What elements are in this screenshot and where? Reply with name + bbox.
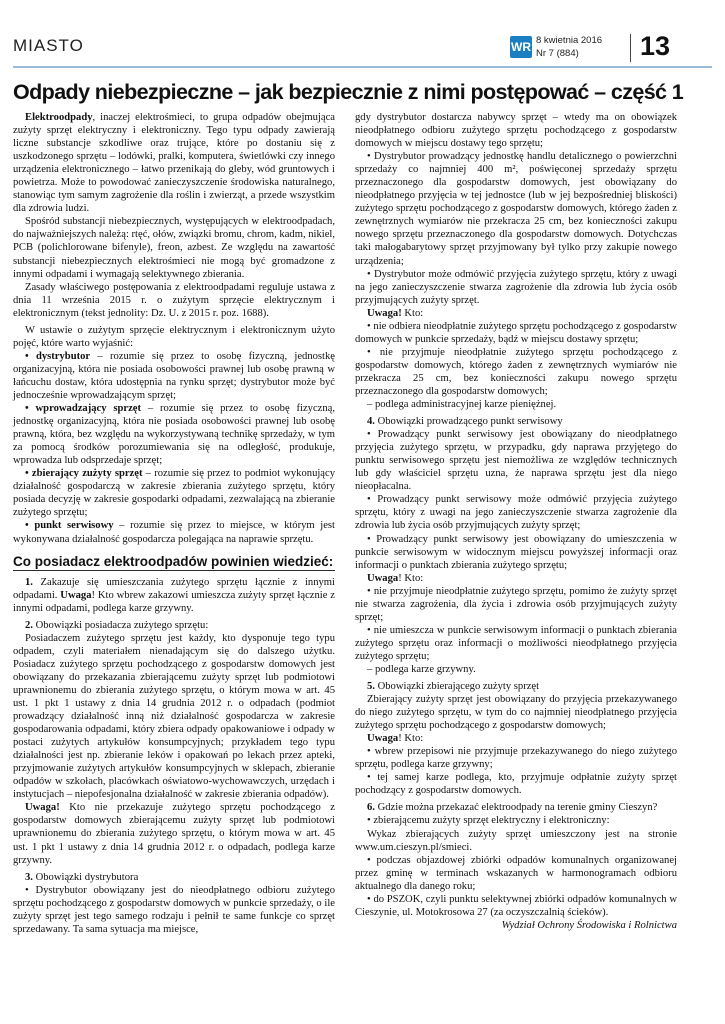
bullet: • tej samej karze podlega, kto, przyjmuje odpłatnie zużyty sprzęt pochodzący z gospodarstw domowych.	[355, 772, 677, 797]
warning-label: Uwaga!	[25, 802, 60, 814]
paragraph	[13, 801, 335, 866]
bullet: • nie umieszcza w punkcie serwisowym informacji o punktach zbierania zużytego sprzętu oraz informacji o możliwości nieodpłatnego przyjęcia zużytego sprzętu;	[355, 624, 677, 662]
text: ! Kto:	[398, 572, 424, 584]
paragraph: gdy dystrybutor dostarcza nabywcy sprzęt – wtedy ma on obowiązek nieodpłatnego odbioru zużytego sprzętu pochodzącego z gospodarstw domowych w miejscu dostawy tego sprzętu;	[355, 112, 677, 150]
article-title: Odpady niebezpieczne – jak bezpiecznie z nimi postępować – część 1	[13, 80, 684, 104]
bullet: • nie przyjmuje nieodpłatnie zużytego sprzętu pochodzącego z gospodarstw domowych, którego żaden z zewnętrznych wymiarów nie przekracza 25 cm, bez konieczności zakupu nowego sprzętu przeznaczonego dla gospodarstw domowych;	[355, 346, 677, 397]
lead-term: Elektroodpady	[25, 112, 93, 123]
text: – rozumie się przez to miejsce, w którym jest wykonywana działalność gospodarcza polegająca na naprawie sprzętu.	[13, 520, 335, 545]
item-number: 5.	[367, 681, 375, 693]
warning	[355, 307, 677, 320]
warning-label: Uwaga	[367, 572, 399, 584]
text: Zakazuje się umieszczania zużytego sprzętu łącznie z innymi odpadami.	[13, 576, 335, 601]
page-number: 13	[640, 31, 671, 61]
item-number: 2.	[25, 619, 33, 631]
bullet: • Dystrybutor może odmówić przyjęcia zużytego sprzętu, który z uwagi na jego zanieczyszczenie stwarza zagrożenie dla zdrowia lub życia osób przyjmujących zużyty sprzęt.	[355, 268, 677, 306]
paragraph: Wykaz zbierających zużyty sprzęt umieszczony jest na stronie www.um.cieszyn.pl/smieci.	[355, 828, 677, 853]
warning	[355, 572, 677, 585]
bullet: • do PSZOK, czyli punktu selektywnej zbiórki odpadów komunalnych w Cieszynie, ul. Motokrosowa 27 (za oczyszczalnią ścieków).	[355, 893, 677, 918]
section-heading: Co posiadacz elektroodpadów powinien wiedzieć:	[13, 555, 335, 571]
header-rule	[13, 66, 712, 68]
definition	[13, 350, 335, 402]
item-number: 3.	[25, 871, 33, 883]
issue-date: 8 kwietnia 2016	[536, 35, 603, 46]
bullet: – podlega karze grzywny.	[367, 663, 476, 675]
header-divider	[630, 34, 631, 62]
definition	[13, 467, 335, 519]
numbered-item	[13, 871, 335, 884]
bullet: • Prowadzący punkt serwisowy może odmówić przyjęcia zużytego sprzętu, który z uwagi na jego zanieczyszczenie stwarza zagrożenie dla zdrowia lub życia osób przyjmujących zużyty sprzęt;	[355, 494, 677, 532]
numbered-item	[355, 680, 677, 693]
paragraph: Zasady właściwego postępowania z elektroodpadami reguluje ustawa z dnia 11 września 2015 r. o zużytym sprzęcie elektrycznym i elektronicznym (tekst jednolity: Dz. U. z 2015 r. poz. 1688).	[13, 281, 335, 319]
term: • dystrybutor	[25, 350, 91, 362]
bullet: • Prowadzący punkt serwisowy jest obowiązany do umieszczenia w punkcie serwisowym w widocznym miejscu powyższej informacji oraz informacji o punktach zbierania zużytego sprzętu;	[355, 533, 677, 571]
warning	[355, 732, 677, 745]
definition	[13, 519, 335, 545]
paragraph	[13, 111, 335, 215]
paragraph: Posiadaczem zużytego sprzętu jest każdy, kto dysponuje tego typu odpadem, czyli materiałem nienadającym się do dalszego użytku. Posiadacz zużytego sprzętu pochodzącego z gospodarstw domowych jest obowiązany do przekazania zbierającemu zużyty sprzęt lub podmiotowi uprawnionemu do zbierania zużytego sprzętu, o którym mowa w art. 45 ust. 1 pkt 1 ustawy z dnia 14 grudnia 2012 r. o odpadach (podmiot prowadzący działalność inną niż działalność gospodarcza w zakresie gospodarowania odpadami, który zbiera odpady opakowaniowe i odpady w postaci zużytych artykułów konsumpcyjnych; przykładem tego typu działalności jest np. zbieranie leków i opakowań po lekach przez apteki, przyjmowanie zużytych artykułów konsumpcyjnych w sklepach, zbieranie odpadów w szkołach, placówkach oświatowo-wychowawczych, urzędach i instytucjach – niepofesjonalna działalność w zakresie zbierania odpadów).	[13, 632, 335, 801]
item-number: 4.	[367, 416, 375, 428]
text: Obowiązki posiadacza zużytego sprzętu:	[32, 619, 209, 631]
bullet: • Prowadzący punkt serwisowy jest obowiązany do nieodpłatnego przyjęcia zużytego sprzętu, w przypadku, gdy naprawa przyjętego do punktu serwisowego sprzętu jest niemożliwa ze względów technicznych lub gdy właściciel sprzętu uzna, że naprawa sprzętu jest dla niego nieopłacalna.	[355, 429, 677, 493]
wr-logo: WR	[510, 36, 532, 58]
text: Obowiązki prowadzącego punkt serwisowy	[374, 416, 563, 428]
paragraph: Spośród substancji niebezpiecznych, występujących w elektroodpadach, do najważniejszych należą: rtęć, ołów, związki bromu, chrom, kadm, nikiel, PCB (polichlorowane bifenyle), freon, azbest. Ze względu na zawartość substancji niebezpiecznych elektrośmieci nie mogą być gromadzone z innymi odpadami i wymagają selektywnego zbierania.	[13, 216, 336, 280]
bullet: • Dystrybutor prowadzący jednostkę handlu detalicznego o powierzchni sprzedaży co najmniej 400 m², poświęconej sprzedaży sprzętu przeznaczonego dla gospodarstw domowych, jest obowiązany do nieodpłatnego przyjęcia w tej jednostce (lub w jej bezpośredniej bliskości) zużytego sprzętu pochodzącego z gospodarstw domowych, którego żaden z zewnętrznych wymiarów nie przekracza 25 cm, bez konieczności zakupu nowego sprzętu przeznaczonego dla gospodarstw domowych. Dotychczas taki małogabarytowy sprzęt przyjmowany był tylko przy zakupie nowego urządzenia;	[355, 151, 677, 267]
numbered-item	[355, 415, 677, 428]
text: , inaczej elektrośmieci, to grupa odpadów obejmująca zużyty sprzęt elektryczny i elektroniczny. Tego typu odpady zawierają liczne substancje szkodliwe oraz trujące, które po dostaniu się z uszkodzonego sprzętu – lodówki, pralki, komputera, świetlówki czy innego urządzenia elektronicznego – łatwo przenikają do gleby, wód gruntowych i powietrza. Może to powodować zanieczyszczenie środowiska naturalnego, stanowiąc tym samym zagrożenie dla roślin i zwierząt, a przede wszystkim dla zdrowia ludzi.	[13, 112, 335, 215]
paragraph: W ustawie o zużytym sprzęcie elektrycznym i elektronicznym użyto pojęć, które warto wyjaśnić:	[13, 324, 335, 349]
text: Kto nie przekazuje zużytego sprzętu pochodzącego z gospodarstw domowych zbierającemu zużyty sprzęt lub podmiotowi uprawnionemu do zbierania zużytego sprzętu, o którym mowa w art. 45 ust. 1 pkt 1 ustawy z dnia 14 grudnia 2012 r. o odpadach, podlega karze grzywny.	[13, 802, 335, 866]
paragraph: • Dystrybutor obowiązany jest do nieodpłatnego odbioru zużytego sprzętu pochodzącego z gospodarstw domowych w punkcie sprzedaży, o ile zużyty sprzęt jest tego samego rodzaju i pełnił te same funkcje co sprzęt sprzedawany. Ta sama sytuacja ma miejsce,	[13, 884, 335, 935]
text: Obowiązki dystrybutora	[32, 871, 139, 883]
bullet: • zbierającemu zużyty sprzęt elektryczny i elektroniczny:	[367, 815, 610, 827]
text: Obowiązki zbierającego zużyty sprzęt	[374, 681, 540, 693]
term: • punkt serwisowy	[25, 520, 114, 532]
article-column-left	[13, 111, 335, 936]
text: Kto:	[401, 307, 424, 319]
text: – rozumie się przez to osobę fizyczną, jednostkę organizacyjną, która nie posiada osobowości prawnej lub osobę prawną w łańcuchu dostaw, która udostępnia na rynku sprzęt; dystrybutor może być jednocześnie wprowadzającym sprzęt;	[13, 350, 335, 401]
bullet: • wbrew przepisowi nie przyjmuje przekazywanego do niego zużytego sprzętu, podlega karze grzywny;	[355, 746, 677, 771]
page-header	[13, 31, 712, 64]
bullet: • podczas objazdowej zbiórki odpadów komunalnych organizowanej przez gminę w terminach wskazanych w harmonogramach odbioru aktualnego dla danego roku;	[355, 854, 677, 892]
numbered-item	[13, 576, 335, 615]
text: ! Kto:	[398, 733, 424, 745]
numbered-item	[13, 619, 335, 632]
text: – rozumie się przez to osobę fizyczną, jednostkę organizacyjną, która nie posiada osobowości prawnej lub osobę prawną, która, bez względu na wykorzystywaną technikę sprzedaży, w tym za pomocą środków porozumiewania się na odległość, produkuje, wprowadza lub odsprzedaje sprzęt;	[13, 403, 335, 467]
article-column-right	[355, 111, 677, 932]
bullet: • nie odbiera nieodpłatnie zużytego sprzętu pochodzącego z gospodarstw domowych w punkcie sprzedaży, bądź w miejscu dostawy sprzętu;	[355, 320, 677, 345]
text: ! Kto wbrew zakazowi umieszcza zużyty sprzęt łącznie z innymi odpadami, podlega karze grzywny.	[13, 589, 335, 614]
warning-label: Uwaga!	[367, 307, 402, 319]
text: – rozumie się przez to podmiot wykonujący działalność gospodarczą w zakresie zbierania zużytego sprzętu, który posiada decyzję w zakresie gospodarki odpadami, zezwalającą na zbieranie zużytego sprzętu;	[13, 468, 336, 519]
bullet: • nie przyjmuje nieodpłatnie zużytego sprzętu, pomimo że zużyty sprzęt nie stwarza zagrożenia, dla życia i zdrowia osób przyjmujących zużyty sprzęt;	[355, 585, 677, 623]
warning-label: Uwaga	[60, 589, 92, 601]
issue-number: Nr 7 (884)	[536, 48, 579, 59]
paragraph: Zbierający zużyty sprzęt jest obowiązany do przyjęcia przekazywanego do niego zużytego sprzętu, w tym do co najmniej nieodpłatnego przyjęcia zużytego sprzętu pochodzącego z gospodarstw domowych;	[355, 694, 677, 732]
item-number: 1.	[25, 576, 33, 588]
text: Gdzie można przekazać elektroodpady na terenie gminy Cieszyn?	[374, 802, 658, 814]
warning-label: Uwaga	[367, 733, 399, 745]
bullet: – podlega administracyjnej karze pieniężnej.	[367, 399, 557, 411]
definition	[13, 402, 335, 467]
item-number: 6.	[367, 802, 375, 814]
term: • wprowadzający sprzęt	[25, 403, 142, 415]
term: • zbierający zużyty sprzęt	[25, 468, 143, 480]
numbered-item	[355, 801, 677, 814]
article-signature: Wydział Ochrony Środowiska i Rolnictwa	[501, 919, 677, 931]
section-label: MIASTO	[13, 36, 84, 55]
